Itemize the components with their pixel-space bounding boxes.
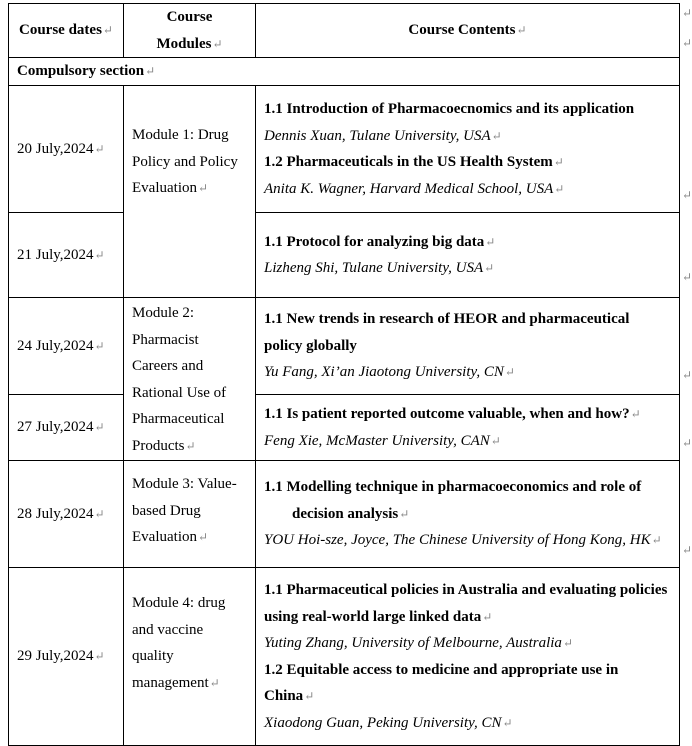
- paragraph-mark-icon: ↵: [94, 420, 105, 435]
- paragraph-mark-icon: ↵: [399, 506, 410, 521]
- module-cell: Module 3: Value-based Drug Evaluation↵: [124, 461, 256, 568]
- paragraph-mark-icon: ↵: [145, 64, 156, 79]
- session-author: Lizheng Shi, Tulane University, USA↵: [264, 260, 495, 276]
- session-author: Anita K. Wagner, Harvard Medical School, USA↵: [264, 180, 565, 197]
- session-author: Xiaodong Guan, Peking University, CN↵: [264, 714, 513, 731]
- content-cell: [256, 395, 680, 461]
- table-row: [9, 395, 680, 461]
- paragraph-mark-icon: ↵: [304, 689, 315, 703]
- session-author: Feng Xie, McMaster University, CAN↵: [264, 432, 501, 449]
- paragraph-mark-icon: ↵: [197, 181, 209, 195]
- paragraph-mark-icon: ↵: [94, 141, 105, 156]
- row-end-mark-icon: ↵: [681, 188, 692, 202]
- date-cell: 21 July,2024↵: [9, 213, 124, 298]
- session-title: 1.1 Introduction of Pharmacoecnomics and its application: [264, 101, 635, 117]
- section-row: [9, 58, 680, 86]
- section-title: Compulsory section↵: [9, 58, 680, 86]
- content-cell: [256, 298, 680, 395]
- session-author: Yu Fang, Xi’an Jiaotong University, CN↵: [264, 364, 515, 381]
- module-cell: Module 1: Drug Policy and Policy Evaluation↵: [124, 86, 256, 298]
- header-course-contents: Course Contents↵: [256, 4, 680, 58]
- paragraph-mark-icon: ↵: [553, 155, 564, 169]
- paragraph-mark-icon: ↵: [516, 23, 527, 38]
- session-author: Yuting Zhang, University of Melbourne, Australia↵: [264, 635, 573, 651]
- session-author: YOU Hoi-sze, Joyce, The Chinese University of Hong Kong, HK↵: [264, 532, 662, 549]
- date-cell: 27 July,2024↵: [9, 395, 124, 461]
- row-end-mark-icon: ↵: [681, 270, 692, 284]
- table-row: [9, 568, 680, 746]
- paragraph-mark-icon: ↵: [484, 261, 495, 275]
- paragraph-mark-icon: ↵: [490, 433, 501, 448]
- session-title: 1.1 Protocol for analyzing big data↵: [264, 233, 496, 250]
- session-title: 1.1 Is patient reported outcome valuable, when and how?↵: [264, 406, 641, 422]
- date-cell: 20 July,2024↵: [9, 86, 124, 213]
- session-title: 1.2 Equitable access to medicine and appropriate use in China↵: [264, 661, 619, 704]
- content-cell: [256, 86, 680, 213]
- paragraph-mark-icon: ↵: [554, 181, 565, 196]
- paragraph-mark-icon: ↵: [102, 23, 113, 38]
- module-cell: Module 4: drug and vaccine quality management↵: [124, 568, 256, 746]
- content-cell: [256, 461, 680, 568]
- row-end-mark-icon: ↵: [681, 368, 692, 382]
- session-title: 1.1 Pharmaceutical policies in Australia and evaluating policies using real-world large linked data↵: [264, 582, 668, 625]
- paragraph-mark-icon: ↵: [212, 36, 223, 51]
- content-cell: [256, 213, 680, 298]
- date-cell: 24 July,2024↵: [9, 298, 124, 395]
- session-title: 1.1 New trends in research of HEOR and pharmaceutical policy globally: [264, 311, 630, 354]
- paragraph-mark-icon: ↵: [562, 636, 573, 650]
- paragraph-mark-icon: ↵: [502, 715, 513, 730]
- course-schedule-table: [8, 3, 680, 746]
- table-row: [9, 461, 680, 568]
- session-title: 1.2 Pharmaceuticals in the US Health System↵: [264, 154, 564, 170]
- paragraph-mark-icon: ↵: [651, 533, 662, 548]
- paragraph-mark-icon: ↵: [485, 234, 496, 249]
- module-cell: Module 2: Pharmacist Careers and Rational Use of Pharmaceutical Products↵: [124, 298, 256, 461]
- row-end-mark-icon: ↵: [681, 543, 692, 557]
- paragraph-mark-icon: ↵: [504, 365, 515, 380]
- paragraph-mark-icon: ↵: [209, 675, 220, 690]
- date-cell: 29 July,2024↵: [9, 568, 124, 746]
- session-author: Dennis Xuan, Tulane University, USA↵: [264, 127, 502, 144]
- row-end-mark-icon: ↵: [681, 436, 692, 450]
- paragraph-mark-icon: ↵: [491, 128, 502, 143]
- header-course-dates: Course dates↵: [9, 4, 124, 58]
- paragraph-mark-icon: ↵: [94, 338, 105, 353]
- row-end-mark-icon: ↵: [681, 36, 692, 50]
- paragraph-mark-icon: ↵: [185, 438, 196, 453]
- paragraph-mark-icon: ↵: [94, 506, 105, 521]
- table-row: [9, 213, 680, 298]
- paragraph-mark-icon: ↵: [482, 609, 493, 624]
- paragraph-mark-icon: ↵: [94, 649, 105, 664]
- table-row: [9, 86, 680, 213]
- paragraph-mark-icon: ↵: [630, 407, 641, 421]
- content-cell: [256, 568, 680, 746]
- table-row: [9, 298, 680, 395]
- date-cell: 28 July,2024↵: [9, 461, 124, 568]
- session-title: 1.1 Modelling technique in pharmacoeconomics and role of decision analysis↵: [264, 479, 642, 522]
- row-end-mark-icon: ↵: [681, 6, 692, 20]
- table-header-row: [9, 4, 680, 58]
- paragraph-mark-icon: ↵: [197, 530, 209, 544]
- header-course-modules: Course Modules↵: [124, 4, 256, 58]
- paragraph-mark-icon: ↵: [94, 247, 105, 262]
